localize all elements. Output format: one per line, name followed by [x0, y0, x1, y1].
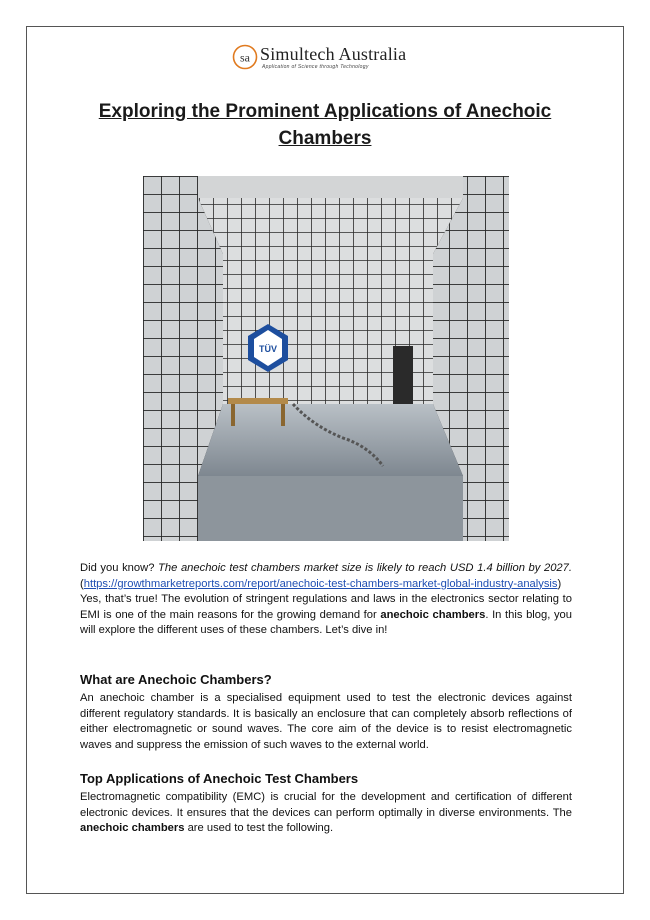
sa-logo-icon — [232, 44, 258, 70]
section-heading-what-are: What are Anechoic Chambers? — [80, 672, 272, 687]
applications-body-start: Electromagnetic compatibility (EMC) is crucial for the development and certification of different electronic devices. It ensures that the devices can perform optimally in diverse environments. The — [80, 791, 572, 819]
section-body-what-are: An anechoic chamber is a specialised equipment used to test the electronic devices against different regulatory standards. It is basically an enclosure that can completely absorb reflections of either electromagnetic or sound waves. The core aim of the device is to resist electromagnetic waves and suppress the emission of such waves to the external world. — [80, 692, 572, 751]
intro-stat: The anechoic test chambers market size is likely to reach USD 1.4 billion by 2027. — [158, 562, 572, 574]
foreground-panels-left — [143, 176, 198, 541]
logo-name: Simultech Australia — [260, 44, 407, 64]
intro-tail: . In this blog, you will explore the different uses of these chambers. Let’s dive in! — [80, 608, 572, 637]
section-heading-applications: Top Applications of Anechoic Test Chambers — [80, 771, 359, 786]
chamber-door — [393, 346, 413, 404]
floor — [198, 404, 463, 476]
intro-paren: ( — [80, 577, 84, 590]
tuv-logo-text: TÜV — [259, 344, 277, 354]
intro-paragraph — [80, 561, 572, 639]
applications-body-end: are used to test the following. — [184, 822, 334, 835]
ceiling — [198, 198, 463, 254]
applications-bold-keyword: anechoic chambers — [80, 822, 185, 835]
section-body-applications — [80, 790, 572, 837]
intro-after-link: ) Yes, that’s true! The evolution of stringent regulations and laws in the electronics sector relating to EMI is one of the main reasons for the growing demand for — [80, 577, 572, 621]
foreground-panels-right — [463, 176, 509, 541]
intro-bold-keyword: anechoic chambers — [380, 608, 486, 621]
logo-mark-text: sa — [240, 50, 250, 65]
logo-tagline: Application of Science through Technology — [262, 64, 369, 70]
anechoic-chamber-photo — [143, 176, 509, 541]
source-link[interactable]: https://growthmarketreports.com/report/anechoic-test-chambers-market-global-industry-analysis — [83, 577, 558, 590]
page-title: Exploring the Prominent Applications of Anechoic Chambers — [98, 101, 552, 149]
company-logo — [232, 44, 422, 72]
intro-lead: Did you know? — [80, 562, 159, 574]
test-table — [228, 398, 288, 404]
